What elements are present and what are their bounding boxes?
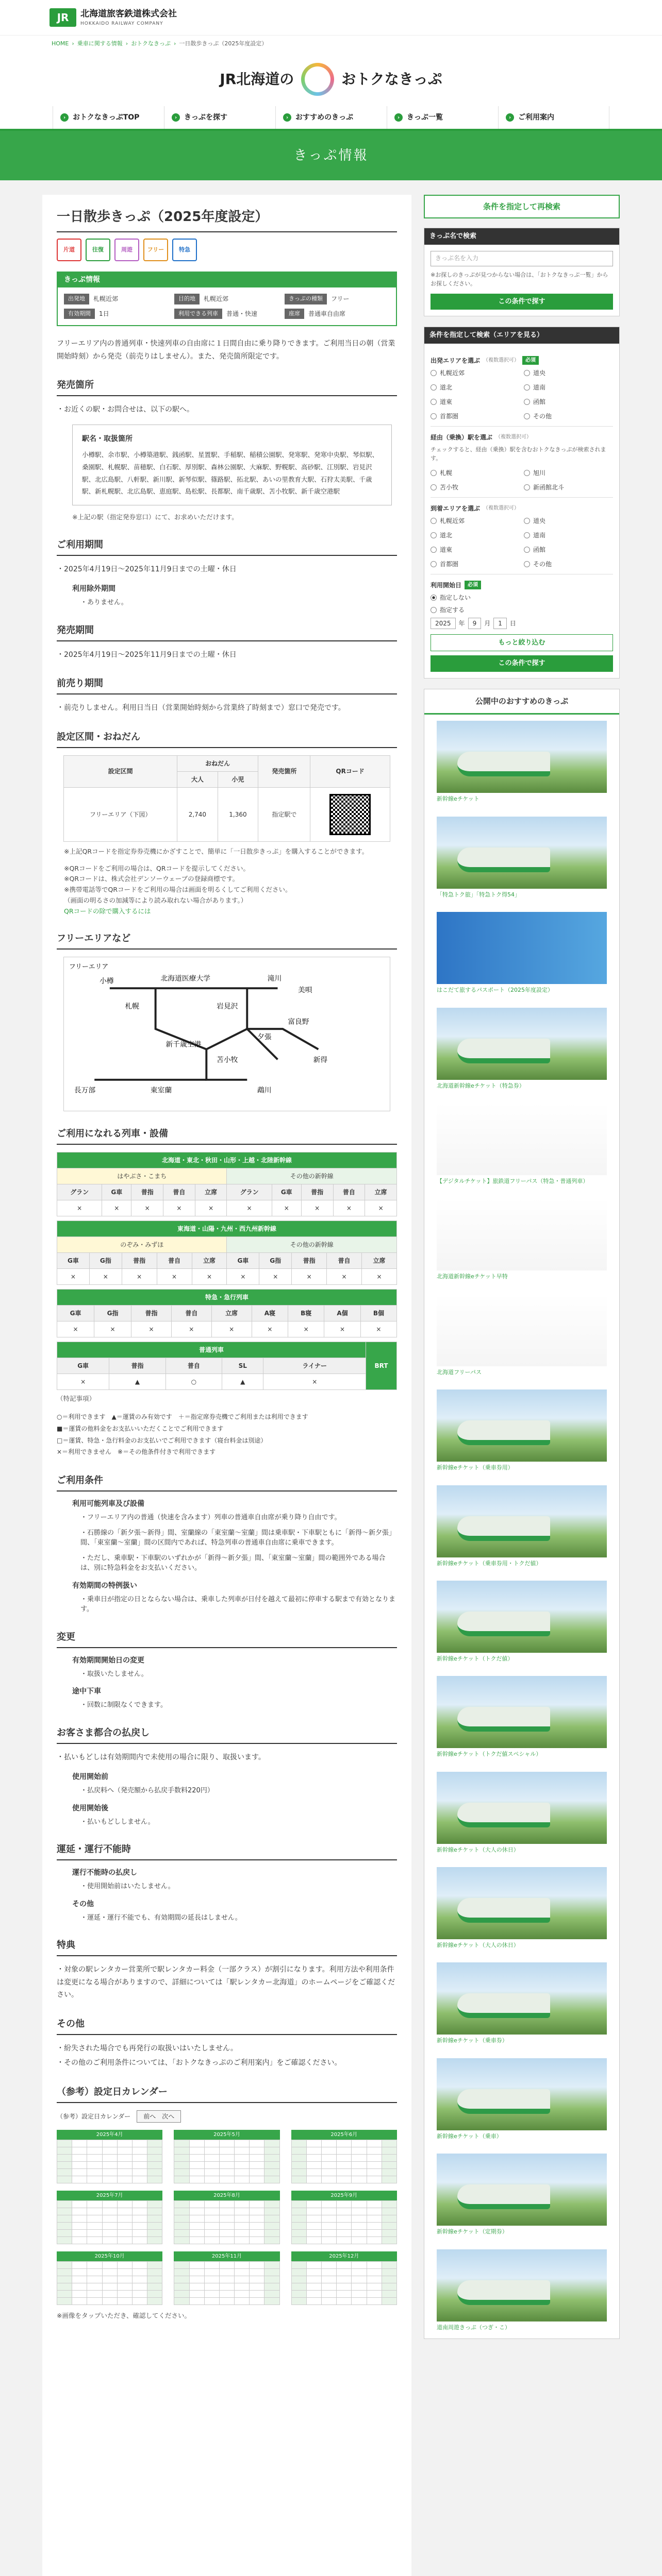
seat-cell: × xyxy=(292,1269,327,1285)
departure-option[interactable]: 首都圏 xyxy=(431,412,520,421)
seat-cell: SL xyxy=(222,1358,263,1374)
recommended-ticket-item[interactable] xyxy=(424,1383,619,1479)
seat-cell: ▲ xyxy=(222,1374,263,1390)
seat-legend: ○＝利用できます ▲＝運賃のみ有効です ＋＝指定席券売機でご利用または利用できます ■＝運賃の他料金をお支払いいただくことでご利用できます □＝運賃、特急・急行料金のお支払いでご利用できます（寝台料金は別途） ×＝利用できません ※＝その他条件付きで利用できます xyxy=(57,1413,308,1456)
seat-cell: 普自 xyxy=(171,1306,211,1321)
seat-cell: A個 xyxy=(324,1306,361,1321)
roundtrip-icon: 往復 xyxy=(86,239,110,261)
seat-cell: G車 xyxy=(57,1358,109,1374)
info-trains: 利用できる列車 普通・快速 xyxy=(174,309,279,319)
departure-option[interactable]: その他 xyxy=(524,412,613,421)
qr-purchase-link[interactable]: QRコードの除で購入するには xyxy=(64,907,151,915)
seat-cell: 普自 xyxy=(333,1184,365,1200)
brand-title-left: JR北海道の xyxy=(220,71,294,88)
seat-cell: × xyxy=(360,1321,396,1337)
seat-cell: × xyxy=(131,1200,163,1216)
chevron-right-icon: › xyxy=(60,113,69,122)
recommended-ticket-caption: 「特急トク旅」「特急トク得54」 xyxy=(437,891,521,898)
date-none-radio[interactable]: 指定しない xyxy=(431,593,613,602)
svg-text:富良野: 富良野 xyxy=(288,1018,309,1026)
seat-cell: × xyxy=(327,1269,362,1285)
recommended-ticket-item[interactable] xyxy=(424,2147,619,2243)
seat-cell: G指 xyxy=(259,1253,292,1269)
ticket-thumbnail xyxy=(437,1198,607,1270)
arrival-option[interactable]: その他 xyxy=(524,560,613,569)
chevron-right-icon: › xyxy=(172,113,180,122)
section-advance: 前売り期間 xyxy=(57,676,397,694)
calendar-month: 2025年11月 xyxy=(174,2251,279,2305)
seat-cell: G車 xyxy=(57,1253,90,1269)
qr-code-image xyxy=(329,794,371,835)
svg-text:夕張: 夕張 xyxy=(257,1033,272,1042)
ticket-thumbnail xyxy=(437,2058,607,2130)
nav-search[interactable]: › きっぷを探す xyxy=(164,106,275,129)
section-sale-period: 発売期間 xyxy=(57,623,397,641)
breadcrumb: HOME › 乗車に関する情報 › おトクなきっぷ › 一日散歩きっぷ（2025年度設定） xyxy=(0,35,662,53)
calendar-month: 2025年7月 xyxy=(57,2191,162,2244)
ticket-thumbnail xyxy=(437,1676,607,1748)
recommended-ticket-caption: 【デジタルチケット】旅鉄道フリーパス（特急・普通列車） xyxy=(437,1177,589,1184)
seat-cell: 普指 xyxy=(122,1253,157,1269)
seat-cell: × xyxy=(157,1269,192,1285)
recommended-ticket-caption: 新幹線eチケット（乗車） xyxy=(437,2132,502,2140)
section-sales-place: 発売箇所 xyxy=(57,378,397,396)
svg-text:新千歳空港: 新千歳空港 xyxy=(166,1041,202,1049)
recommended-ticket-caption: 新幹線eチケット（乗車券用・トクだ値） xyxy=(437,1560,542,1567)
svg-text:滝川: 滝川 xyxy=(267,974,282,983)
via-option[interactable]: 新函館北斗 xyxy=(524,483,613,492)
section-change: 変更 xyxy=(57,1630,397,1648)
seat-cell: 普指 xyxy=(131,1184,163,1200)
departure-option[interactable]: 道央 xyxy=(524,368,613,378)
seat-cell: 普自 xyxy=(163,1184,195,1200)
ticket-title: 一日散歩きっぷ（2025年度設定） xyxy=(57,207,397,232)
recommended-ticket-item[interactable] xyxy=(424,2052,619,2147)
seat-table-express: 特急・急行列車 G車 G指 普指 普自 立席 A寝 B寝 A個 B個 × × × × × × × × × xyxy=(57,1289,397,1337)
via-option[interactable]: 旭川 xyxy=(524,468,613,478)
recommended-ticket-caption: 新幹線eチケット（乗車券） xyxy=(437,2037,508,2044)
seat-cell: × xyxy=(227,1269,259,1285)
seat-cell: × xyxy=(301,1200,333,1216)
svg-text:美唄: 美唄 xyxy=(298,986,312,995)
seat-cell: 立席 xyxy=(365,1184,397,1200)
ticket-info-box xyxy=(57,272,397,326)
arrival-option[interactable]: 函館 xyxy=(524,545,613,554)
recommended-ticket-item[interactable] xyxy=(424,1288,619,1383)
seat-cell: × xyxy=(192,1269,227,1285)
seat-cell: 普指 xyxy=(109,1358,166,1374)
arrival-option[interactable]: 札幌近郊 xyxy=(431,516,520,526)
ticket-thumbnail xyxy=(437,2154,607,2226)
seat-cell: × xyxy=(94,1321,131,1337)
seat-cell: G車 xyxy=(227,1253,259,1269)
condition-search-button[interactable]: この条件で探す xyxy=(431,655,613,672)
recommended-ticket-item[interactable] xyxy=(424,1097,619,1192)
section-free-area: フリーエリアなど xyxy=(57,931,397,950)
seat-cell: × xyxy=(57,1200,102,1216)
jr-logo-mark: JR xyxy=(49,8,76,27)
seat-cell: B寝 xyxy=(288,1306,324,1321)
recommended-ticket-caption: 新幹線eチケット（大人の休日） xyxy=(437,1846,519,1853)
global-nav xyxy=(0,106,662,131)
seat-cell: A寝 xyxy=(252,1306,288,1321)
ticket-thumbnail xyxy=(437,1103,607,1175)
sales-station-box: 駅名・取扱箇所 小樽駅、余市駅、小樽築港駅、銭函駅、星置駅、手稲駅、稲積公園駅、発寒駅、発寒中央駅、琴似駅、桑園駅、札幌駅、苗穂駅、白石駅、厚別駅、森林公園駅、大麻駅、野幌駅、高砂駅、江別駅、岩見沢駅、北広島駅、八軒駅、新川駅、新琴似駅、篠路駅、拓北駅、あいの里教育大駅、石狩太美駅、千歳駅、新札幌駅、北広島駅、恵庭駅、島松駅、長都駅、南千歳駅、苫小牧駅、新千歳空港駅 xyxy=(72,425,392,506)
departure-option[interactable]: 道北 xyxy=(431,383,520,392)
nav-top[interactable]: › おトクなきっぷTOP xyxy=(53,106,164,129)
nav-guide[interactable]: › ご利用案内 xyxy=(498,106,609,129)
arrival-option[interactable]: 道南 xyxy=(524,531,613,540)
site-header xyxy=(0,0,662,35)
chevron-right-icon: › xyxy=(394,113,403,122)
breadcrumb-current: 一日散歩きっぷ（2025年度設定） xyxy=(179,40,268,47)
ticket-type-icons xyxy=(57,239,397,261)
ticket-thumbnail xyxy=(437,2249,607,2321)
seat-cell: ライナー xyxy=(263,1358,366,1374)
recommended-ticket-item[interactable] xyxy=(424,715,619,810)
route-map-svg xyxy=(64,957,390,1111)
recommended-ticket-caption: 新幹線eチケット xyxy=(437,795,479,803)
seat-table-local: 普通列車 BRT G車 普指 普自 SL ライナー × ▲ ○ ▲ × xyxy=(57,1342,397,1390)
seat-cell: 普自 xyxy=(157,1253,192,1269)
seat-cell: 普自 xyxy=(166,1358,222,1374)
seat-cell: × xyxy=(57,1374,109,1390)
svg-text:鵡川: 鵡川 xyxy=(257,1086,272,1095)
recommended-ticket-caption: 新幹線eチケット（トクだ値スペシャル） xyxy=(437,1751,542,1758)
recommended-ticket-item[interactable] xyxy=(424,2243,619,2338)
company-logo[interactable] xyxy=(49,8,177,28)
svg-text:苫小牧: 苫小牧 xyxy=(217,1056,238,1064)
seat-table-shinkansen-west: 東海道・山陽・九州・西九州新幹線 のぞみ・みずほ その他の新幹線 G車 G指 普指 普自 立席 G車 G指 普指 普自 立席 × × × × × × × × × × xyxy=(57,1221,397,1285)
ticket-thumbnail xyxy=(437,1962,607,2035)
ticket-thumbnail xyxy=(437,817,607,889)
ticket-intro: フリーエリア内の普通列車・快速列車の自由席に１日間自由に乗り降りできます。ご利用当日の朝（営業開始時刻）から発売（前売りはしません）。また、発売箇所限定です。 xyxy=(57,340,395,361)
info-departure: 出発地 札幌近郊 xyxy=(64,294,169,304)
svg-text:フリーエリア: フリーエリア xyxy=(69,963,109,972)
calendar-month: 2025年4月 xyxy=(57,2130,162,2183)
calendar-month: 2025年9月 xyxy=(291,2191,397,2244)
departure-option[interactable]: 函館 xyxy=(524,397,613,406)
breadcrumb-ride-info[interactable]: 乗車に関する情報 xyxy=(77,40,123,47)
recommended-ticket-item[interactable] xyxy=(424,1479,619,1574)
ticket-thumbnail xyxy=(437,1581,607,1653)
breadcrumb-home[interactable]: HOME xyxy=(52,40,69,47)
recommended-ticket-item[interactable] xyxy=(424,1956,619,2052)
keyword-input[interactable]: きっぷ名を入力 xyxy=(431,251,613,266)
ticket-thumbnail xyxy=(437,1389,607,1462)
departure-option[interactable]: 道東 xyxy=(431,397,520,406)
free-pass-icon: フリー xyxy=(143,239,168,261)
price-child: 1,360 xyxy=(218,787,258,841)
svg-text:北海道医療大学: 北海道医療大学 xyxy=(160,974,211,983)
seat-cell: × xyxy=(57,1269,90,1285)
calendar-nav-button[interactable]: 前へ 次へ xyxy=(137,2110,181,2123)
svg-text:東室蘭: 東室蘭 xyxy=(150,1086,172,1095)
breadcrumb-tickets[interactable]: おトクなきっぷ xyxy=(131,40,171,47)
brand-title-right: おトクなきっぷ xyxy=(341,71,442,88)
brand-logo-icon xyxy=(301,63,334,96)
via-option[interactable]: 苫小牧 xyxy=(431,483,520,492)
recommended-ticket-caption: はこだて旅するパスポート（2025年度設定） xyxy=(437,987,553,994)
ticket-thumbnail xyxy=(437,1485,607,1557)
arrival-option[interactable]: 道央 xyxy=(524,516,613,526)
arrival-option[interactable]: 道北 xyxy=(431,531,520,540)
info-validity: 有効期間 1日 xyxy=(64,309,169,319)
info-destination: 目的地 札幌近郊 xyxy=(174,294,279,304)
calendar-month: 2025年5月 xyxy=(174,2130,279,2183)
seat-cell: × xyxy=(195,1200,227,1216)
section-refund: お客さま都合の払戻し xyxy=(57,1726,397,1744)
seat-cell: グラン xyxy=(227,1184,272,1200)
date-specify-radio[interactable]: 指定する xyxy=(431,605,613,615)
seat-cell: G指 xyxy=(94,1306,131,1321)
recommended-ticket-caption: 新幹線eチケット（大人の休日） xyxy=(437,1942,519,1949)
nav-list[interactable]: › きっぷ一覧 xyxy=(387,106,498,129)
svg-text:長万部: 長万部 xyxy=(74,1086,96,1095)
recommended-ticket-item[interactable] xyxy=(424,1192,619,1287)
keyword-search-box: きっぷ名で検索 きっぷ名を入力 ※お探しのきっぷが見つからない場合は、「おトクなきっぷ一覧」からお探しください。 この条件で探す xyxy=(424,228,620,316)
price-table: 設定区間 おねだん 発売箇所 QRコード 大人 小児 フリーエリア（下図） 2,740 1,360 指定駅で xyxy=(63,755,390,842)
recommended-ticket-caption: 北海道新幹線eチケット早特 xyxy=(437,1273,508,1280)
info-seat: 座席 普通車自由席 xyxy=(285,309,390,319)
date-select[interactable]: 2025 年 9 月 1 日 xyxy=(431,618,613,629)
section-special: 特典 xyxy=(57,1938,397,1956)
more-filter-button[interactable]: もっと絞り込む xyxy=(431,634,613,652)
section-other: その他 xyxy=(57,2017,397,2035)
seat-cell: × xyxy=(122,1269,157,1285)
price-adult: 2,740 xyxy=(177,787,218,841)
seat-cell: B個 xyxy=(360,1306,396,1321)
express-icon: 特急 xyxy=(172,239,197,261)
seat-cell: ▲ xyxy=(109,1374,166,1390)
recommended-ticket-item[interactable] xyxy=(424,906,619,1001)
seat-cell: × xyxy=(272,1200,301,1216)
svg-text:岩見沢: 岩見沢 xyxy=(217,1003,238,1011)
seat-cell: G車 xyxy=(57,1306,94,1321)
seat-table-shinkansen-north: 北海道・東北・秋田・山形・上越・北陸新幹線 はやぶさ・こまち その他の新幹線 グラン G車 普指 普自 立席 グラン G車 普指 普自 立席 × × × × × × × × × × xyxy=(57,1152,397,1216)
recommended-ticket-caption: 北海道新幹線eチケット（特急券） xyxy=(437,1082,525,1089)
ticket-thumbnail xyxy=(437,1772,607,1844)
seat-cell: × xyxy=(365,1200,397,1216)
chevron-right-icon: › xyxy=(283,113,291,122)
seat-cell: 立席 xyxy=(361,1253,396,1269)
calendar-month: 2025年8月 xyxy=(174,2191,279,2244)
section-period: ご利用期間 xyxy=(57,538,397,556)
ticket-thumbnail xyxy=(437,912,607,984)
recommended-ticket-caption: 新幹線eチケット（定期券） xyxy=(437,2228,508,2235)
section-price: 設定区間・おねだん xyxy=(57,730,397,748)
seat-cell: × xyxy=(131,1321,172,1337)
page-band-title: きっぷ情報 xyxy=(0,131,662,180)
svg-text:札幌: 札幌 xyxy=(125,1003,140,1011)
seat-cell: G指 xyxy=(89,1253,122,1269)
recommended-ticket-caption: 新幹線eチケット（乗車券用） xyxy=(437,1464,514,1471)
recommended-ticket-item[interactable] xyxy=(424,810,619,906)
recommended-ticket-item[interactable] xyxy=(424,1002,619,1097)
recommended-ticket-caption: 道南周遊きっぷ（つぎ・こ） xyxy=(437,2324,510,2331)
seat-cell: 立席 xyxy=(211,1306,252,1321)
recommended-ticket-item[interactable] xyxy=(424,1670,619,1765)
calendar: （参考）設定日カレンダー 前へ 次へ 2025年4月 2025年5月 2025年6月 2025年7月 2025年8月 2025年9月 2025年10月 2025年11月 2025年12月 ※画像をタップいただき、確認してください。 xyxy=(57,2110,397,2321)
seat-cell: × xyxy=(171,1321,211,1337)
seat-cell: × xyxy=(288,1321,324,1337)
recommended-tickets: 公開中のおすすめのきっぷ 新幹線eチケット 「特急トク旅」「特急トク得54」 はこだて旅するパスポート（2025年度設定） 北海道新幹線eチケット（特急券） 【デジタルチケット】旅鉄道フリーパス（特急・普通列車） 北海道新幹線eチケット早特 北海道フリーパス 新幹線eチケット（乗車券用） 新幹線eチケット（乗車券用・トクだ値） 新幹線eチケット（トクだ値） 新幹線eチケット（トクだ値スペシャル） 新幹線eチケット（大人の休日） 新幹線eチケット（大人の休日） 新幹線eチケット（乗車券） 新幹線eチケット（乗車） 新幹線eチケット（定期券） 道南周遊きっぷ（つぎ・こ） xyxy=(424,689,620,2339)
seat-cell: 普自 xyxy=(327,1253,362,1269)
seat-cell: グラン xyxy=(57,1184,102,1200)
keyword-search-button[interactable]: この条件で探す xyxy=(431,294,613,310)
free-area-map xyxy=(63,957,390,1111)
arrival-option[interactable]: 道東 xyxy=(431,545,520,554)
seat-cell: 普指 xyxy=(301,1184,333,1200)
departure-option[interactable]: 札幌近郊 xyxy=(431,368,520,378)
seat-cell: 立席 xyxy=(192,1253,227,1269)
recommended-ticket-item[interactable] xyxy=(424,1861,619,1956)
nav-recommended[interactable]: › おすすめのきっぷ xyxy=(275,106,387,129)
seat-cell: × xyxy=(361,1269,396,1285)
via-option[interactable]: 札幌 xyxy=(431,468,520,478)
brand-header xyxy=(0,53,662,106)
ticket-info-heading: きっぷ情報 xyxy=(58,273,396,287)
section-calendar: （参考）設定日カレンダー xyxy=(57,2085,397,2103)
company-name: 北海道旅客鉄道株式会社 xyxy=(80,8,177,19)
info-type: きっぷの種類 フリー xyxy=(285,294,390,304)
seat-cell: × xyxy=(89,1269,122,1285)
calendar-month: 2025年6月 xyxy=(291,2130,397,2183)
research-button[interactable]: 条件を指定して再検索 xyxy=(424,195,620,218)
ticket-thumbnail xyxy=(437,721,607,793)
arrival-option[interactable]: 首都圏 xyxy=(431,560,520,569)
ticket-thumbnail xyxy=(437,1294,607,1366)
seat-cell: × xyxy=(333,1200,365,1216)
seat-cell: ○ xyxy=(166,1374,222,1390)
seat-cell: × xyxy=(102,1200,131,1216)
seat-cell: × xyxy=(211,1321,252,1337)
seat-cell: × xyxy=(57,1321,94,1337)
seat-cell: × xyxy=(324,1321,361,1337)
recommended-ticket-caption: 北海道フリーパス xyxy=(437,1368,482,1376)
loop-icon: 周遊 xyxy=(114,239,139,261)
recommended-ticket-item[interactable] xyxy=(424,1766,619,1861)
oneway-icon: 片道 xyxy=(57,239,81,261)
seat-cell: G車 xyxy=(102,1184,131,1200)
condition-search-box: 条件を指定して検索（エリアを見る） 出発エリアを選ぶ （複数選択可） 必須 札幌近郊 道央 道北 道南 道東 函館 首都圏 その他 経由（乗換）駅を選ぶ （複数選択可） チェックすると、経由（乗換）駅を含むおトクなきっぷが検索されます。 札幌 旭川 苫小牧 新函館北斗 到着エリアを選ぶ （複数選択可） 札幌近郊 道央 道北 道南 道東 函館 首都圏 その他 利用開始日 必須 指定しない 指定する 2025 年 9 月 1 日 もっと絞り込む この条件で探す xyxy=(424,327,620,679)
ticket-thumbnail xyxy=(437,1867,607,1939)
seat-cell: 立席 xyxy=(195,1184,227,1200)
seat-cell: 普指 xyxy=(131,1306,172,1321)
calendar-month: 2025年10月 xyxy=(57,2251,162,2305)
departure-option[interactable]: 道南 xyxy=(524,383,613,392)
seat-cell: × xyxy=(163,1200,195,1216)
svg-text:新得: 新得 xyxy=(313,1056,328,1064)
section-seats: ご利用になれる列車・設備 xyxy=(57,1127,397,1145)
recommended-ticket-caption: 新幹線eチケット（トクだ値） xyxy=(437,1655,514,1662)
company-name-en: HOKKAIDO RAILWAY COMPANY xyxy=(80,21,163,26)
sidebar xyxy=(424,195,620,2576)
recommended-ticket-item[interactable] xyxy=(424,1574,619,1670)
ticket-detail: 一日散歩きっぷ（2025年度設定） 片道 往復 周遊 フリー 特急 きっぷ情報 出発地 札幌近郊 目的地 札幌近郊 きっぷの種類 フリー 有効期間 1日 利用できる列車 普通・快速 座席 普通車自由席 フリーエリア内の普通列車・快速列車の自由席に１日間自由に乗り降りできます。ご利用当日の朝（営業開始時刻）から発売（前売りはしません）。また、発売箇所限定です。 発売箇所 ・お近くの駅・お問合せは、以下の駅へ。 駅名・取扱箇所 小樽駅、余市駅、小樽築港駅、銭函駅、星置駅、手稲駅、稲積公園駅、発寒駅、発寒中央駅、琴似駅、桑園駅、札幌駅、苗穂駅、白石駅、厚別駅、森林公園駅、大麻駅、野幌駅、高砂駅、江別駅、岩見沢駅、北広島駅、八軒駅、新川駅、新琴似駅、篠路駅、拓北駅、あいの里教育大駅、石狩太美駅、千歳駅、新札幌駅、北広島駅、恵庭駅、島松駅、長都駅、南千歳駅、苫小牧駅、新千歳空港駅 ※上記の駅（指定発券窓口）にて、お求めいただけます。 ご利用期間 ・2025年4月19日〜2025年11月9日までの土曜・休日 利用除外期間 ・ありません。 発売期間 ・2025年4月19日〜2025年11月9日までの土曜・休日 前売り期間 ・前売りしません。利用日当日（営業開始時刻から営業終了時刻まで）窓口で発売です。 設定区間・おねだん 設定区間 おねだん 発売箇所 QRコード 大人 小児 フリーエリア（下図） 2,740 1,360 指定駅で ※上記QRコードを指定券券売機にかざすことで、簡単に「一日散歩きっぷ」を購入することができます。 ※QRコードをご利用の場合は、QRコードを提示してください。 ※QRコードは、株式会社デンソーウェーブの登録商標です。 ※携帯電話等でQRコードをご利用の場合は画面を明るくしてご利用ください。 （画面の明るさの加減等により読み取れない場合があります。） QRコードの除で購入するには フリーエリアなど フリーエリア 小樽 北海道医療大学 滝川 美唄 札幌 岩見沢 富良野 新千歳空港 苫小牧 夕張 長万部 新得 東室蘭 鵡川 ご利用になれる列車・設備 北海道・東北・秋田・山形・上越・北陸新幹線 はやぶさ・こまち その他の新幹線 グラン G車 普指 普自 立席 グラン G車 普指 普自 立席 × × × × × × × × × × 東海道・山陽・九州・西九州新幹線 のぞみ・みずほ その他の新幹線 G車 G指 普指 普自 立席 G車 G指 普指 普自 立席 × × × × × × × × × × 特急・急行列車 G車 G指 普指 普自 立席 A寝 B寝 A個 B個 × × × × × × × × × 普通列車 BRT G車 普指 普自 SL ライナー × ▲ ○ ▲ × （特記事項） ○＝利用できます ▲＝運賃のみ有効です ＋＝指定席券売機でご利用または利用できます ■＝運賃の他料金をお支払いいただくことでご利用できます □＝運賃、特急・急行料金のお支払いでご利用できます（寝台料金は別途） ×＝利用できません ※＝その他条件付きで利用できます ご利用条件 利用可能列車及び設備 ・フリーエリア内の普通（快速を含みます）列車の普通車自由席が乗り降り自由です。 ・石勝線の「新夕張〜新得」間、室蘭線の「東室蘭〜室蘭」間は乗車駅・下車駅ともに「新得〜新夕張」間、「東室蘭〜室蘭」間の区間内であれば、特急列車の普通車自由席に乗車できます。 ・ただし、乗車駅・下車駅のいずれかが「新得〜新夕張」間、「東室蘭〜室蘭」間の範囲外である場合は、別に特急料金をお支払いください。 有効期間の特例扱い ・乗車日が指定の日とならない場合は、乗車した列車が日付を越えて最初に停車する駅まで有効となります。 変更 有効期間開始日の変更 ・取扱いたしません。 途中下車 ・回数に制限なくできます。 お客さま都合の払戻し ・払いもどしは有効期間内で未使用の場合に限り、取扱います。 使用開始前 ・払戻料へ（発売額から払戻手数料220円） 使用開始後 ・払いもどししません。 運延・運行不能時 運行不能時の払戻し ・使用開始前はいたしません。 その他 ・運延・運行不能でも、有効期間の延長はしません。 特典 ・対象の駅レンタカー営業所で駅レンタカー料金（一部クラス）が割引になります。利用方法や利用条件は変更になる場合がありますので、詳細については「駅レンタカー北海道」のホームページをご確認ください。 その他 ・紛失された場合でも再発行の取扱いはいたしません。 ・その他のご利用条件については、「おトクなきっぷのご利用案内」をご確認ください。 （参考）設定日カレンダー （参考）設定日カレンダー 前へ 次へ 2025年4月 2025年5月 2025年6月 2025年7月 2025年8月 2025年9月 2025年10月 2025年11月 2025年12月 ※画像をタップいただき、確認してください。 xyxy=(42,195,411,2576)
ticket-thumbnail xyxy=(437,1008,607,1080)
seat-cell: × xyxy=(252,1321,288,1337)
section-delay: 運延・運行不能時 xyxy=(57,1842,397,1860)
section-conditions: ご利用条件 xyxy=(57,1473,397,1492)
seat-cell: × xyxy=(259,1269,292,1285)
seat-cell: G車 xyxy=(272,1184,301,1200)
calendar-month: 2025年12月 xyxy=(291,2251,397,2305)
svg-text:小樽: 小樽 xyxy=(100,977,114,986)
seat-cell: × xyxy=(227,1200,272,1216)
seat-cell: × xyxy=(263,1374,366,1390)
seat-cell: 普指 xyxy=(292,1253,327,1269)
chevron-right-icon: › xyxy=(506,113,514,122)
